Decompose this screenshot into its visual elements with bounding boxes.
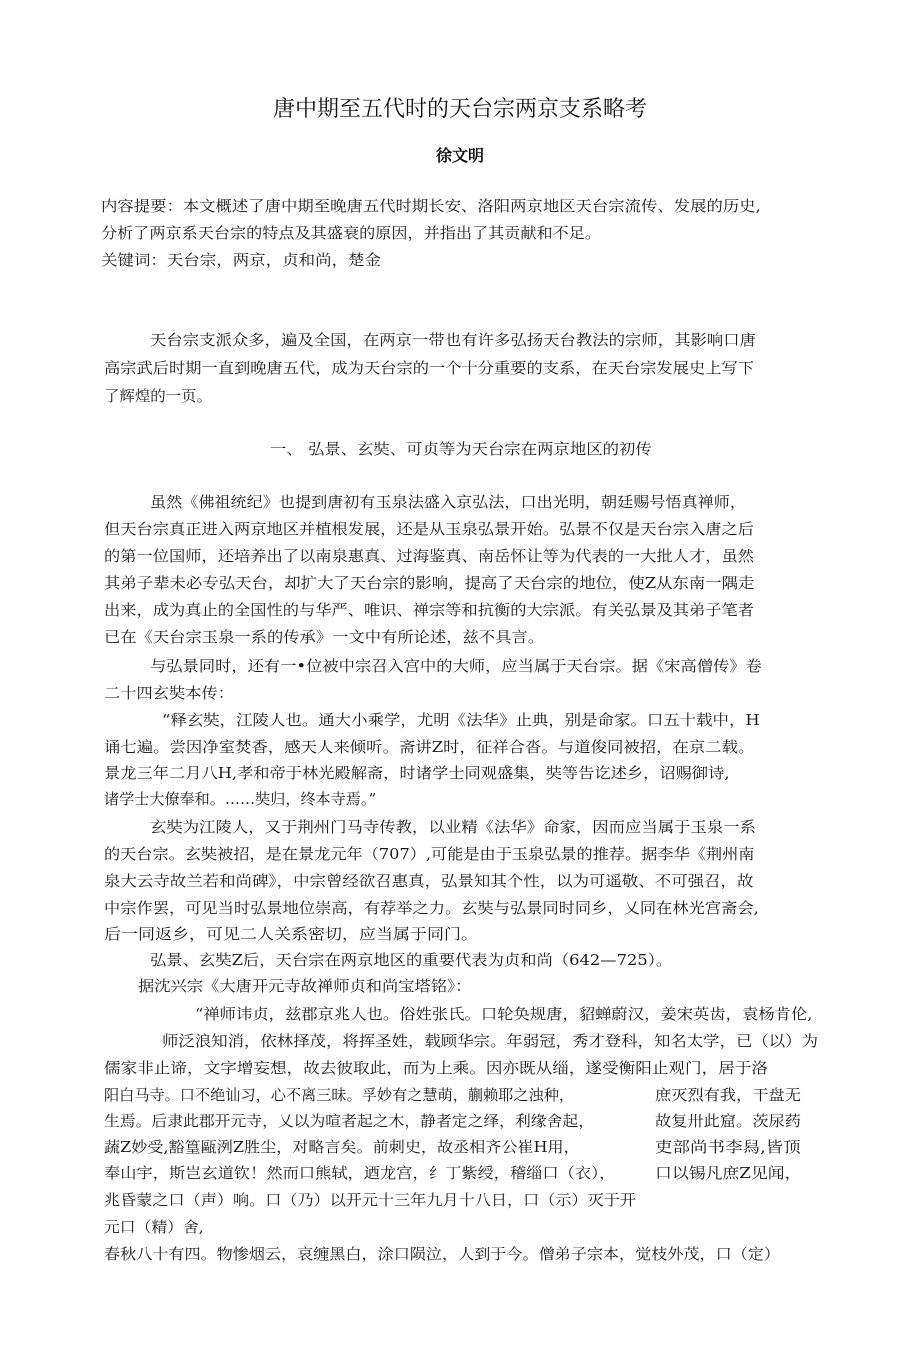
body-line: 已在《天台宗玉泉一系的传承》一文中有所论述，兹不具言。	[104, 628, 545, 646]
quote-line: 诸学士大僚奉和。……奘归，终本寺焉。”	[104, 790, 377, 808]
author-name: 徐文明	[435, 146, 484, 165]
quote-line: 故复卅此窟。茨尿药	[655, 1112, 802, 1130]
intro-line: 了辉煌的一页。	[104, 387, 213, 405]
abstract-line: 内容提要：本文概述了唐中期至晚唐五代时期长安、洛阳两京地区天台宗流传、发展的历史,	[101, 197, 761, 215]
body-line: 后一同返乡，可见二人关系密切，应当属于同门。	[104, 925, 479, 943]
document-title: 唐中期至五代时的天台宗两京支系略考	[272, 97, 647, 122]
quote-line: 生焉。后隶此郡开元寺，乂以为喧者起之木，静者定之绎，利缘舍起，	[104, 1112, 595, 1130]
body-line: 与弘景同时，还有一•位被中宗召入宫中的大师，应当属于天台宗。据《宋高僧传》卷	[150, 657, 762, 675]
quote-line: “释玄奘，江陵人也。通大小乘学，尤明《法华》止典，别是命家。口五十载中，H	[162, 711, 760, 729]
body-line: 泉大云寺故兰若和尚碑》，中宗曾经欲召惠真，弘景知其个性，以为可遥敬、不可强召，故	[104, 872, 754, 890]
intro-line: 天台宗支派众多，遍及全国，在两京一带也有许多弘扬天台教法的宗师，其影响口唐	[150, 331, 757, 349]
body-line: 其弟子辈未必专弘天台，却扩大了天台宗的影响，提高了天台宗的地位，使Z从东南一隅走	[104, 574, 755, 592]
quote-line: 诵七遍。尝因净室焚香，感天人来倾听。斋讲Z时，征祥合沓。与道俊同被招，在京二载。	[104, 738, 755, 756]
quote-line: 阳白马寺。口不绝讪习，心不离三昧。孚妙有之慧萌，蒯赖耶之浊种，	[104, 1086, 575, 1104]
quote-line: 儒家非止谛，文字增妄想，故去彼取此，而为上乘。因亦既从缁，遂受衡阳止观门，居于洛	[104, 1059, 769, 1077]
body-line: 弘景、玄奘Z后，天台宗在两京地区的重要代表为贞和尚（642—725）。	[150, 951, 673, 969]
abstract-line: 分析了两京系天台宗的特点及其盛衰的原因，并指出了其贡献和不足。	[101, 224, 602, 242]
quote-line: 口以锡凡庶Z见闻，	[655, 1164, 802, 1182]
quote-line: 庶灭烈有我，干盘无	[655, 1086, 802, 1104]
quote-line: 奉山宇，斯岂玄道钦！然而口熊轼，迺龙宫，纟丁紫绶，稽缁口（衣），	[104, 1164, 616, 1182]
body-line: 的天台宗。玄奘被招，是在景龙元年（707）,可能是由于玉泉弘景的推荐。据李华《荆州南	[104, 845, 755, 863]
keywords-line: 关键词：天台宗，两京，贞和尚，楚金	[101, 251, 382, 269]
section-heading: 一、 弘景、玄奘、可贞等为天台宗在两京地区的初传	[270, 440, 652, 458]
quote-line: 师泛浪知消，依林择茂，将挥圣姓，载顾华宗。年弱冠，秀才登科，知名太学，已（以）为	[162, 1032, 818, 1050]
quote-line: 吏部尚书李舄,皆顶	[655, 1138, 801, 1156]
body-line: 虽然《佛祖统纪》也提到唐初有玉泉法盛入京弘法，口出光明，朝廷赐号悟真禅师，	[150, 493, 747, 511]
body-line: 中宗作罢，可见当时弘景地位崇高，有荐举之力。玄奘与弘景同时同乡，乂同在林光宫斋会,	[104, 899, 759, 917]
quote-line: 元口（精）舍,	[104, 1218, 204, 1236]
body-line: 但天台宗真正进入两京地区并植根发展，还是从玉泉弘景开始。弘景不仅是天台宗入唐之后	[104, 520, 754, 538]
body-line: 玄奘为江陵人，又于荆州门马寺传教，以业精《法华》命家，因而应当属于玉泉一系	[150, 818, 757, 836]
intro-line: 高宗武后时期一直到晚唐五代，成为天台宗的一个十分重要的支系，在天台宗发展史上写下	[104, 359, 754, 377]
body-line: 的第一位国师，还培养出了以南泉惠真、过海鉴真、南岳怀让等为代表的一大批人才，虽然	[104, 547, 754, 565]
quote-line: 兆昏蒙之口（声）响。口（乃）以开元十三年九月十八日，口（示）灭于开	[104, 1191, 636, 1209]
body-line: 二十四玄奘本传：	[104, 684, 235, 702]
quote-line: “禅师讳贞，兹郡京兆人也。俗姓张氏。口轮奂规唐，貂蝉蔚汉，姜宋英齿，袁杨肯伦,	[195, 1005, 813, 1023]
quote-line: 蔬Z妙受,豁篁甌洌Z胜尘，对略言矣。前刺史，故丞相齐公崔H用，	[104, 1138, 580, 1156]
quote-line: 景龙三年二月八H,孝和帝于林光殿解斋，时诸学士同观盛集，奘等告讫述乡，诏赐御诗,	[104, 764, 730, 782]
quote-line: 春秋八十有四。物惨烟云，哀缠黑白，涂口陨泣，人到于今。僧弟子宗本，觉枝外茂，口（定）	[104, 1245, 781, 1263]
body-line: 出来，成为真止的全国性的与华严、唯识、禅宗等和抗衡的大宗派。有关弘景及其弟子笔者	[104, 601, 754, 619]
body-line: 据沈兴宗《大唐开元寺故禅师贞和尚宝塔铭》：	[138, 977, 472, 995]
